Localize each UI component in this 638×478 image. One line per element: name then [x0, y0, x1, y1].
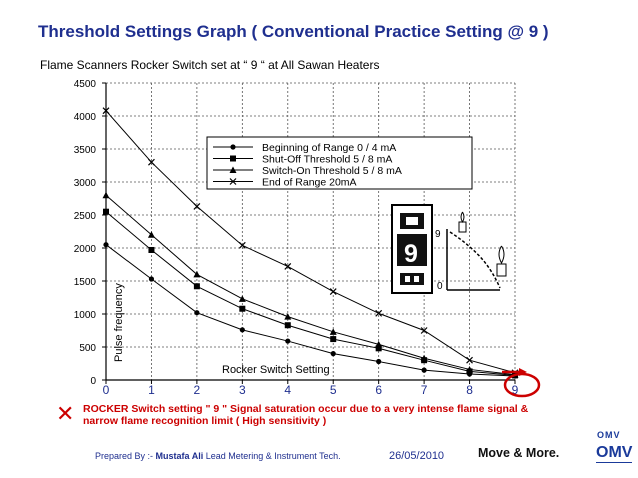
- y-tick-label: 0: [90, 376, 96, 387]
- data-point: [239, 306, 245, 312]
- scale-wedge-illustration: [435, 212, 506, 292]
- footer-author: Mustafa Ali: [155, 451, 204, 461]
- data-point: [330, 336, 336, 342]
- y-tick-label: 2500: [73, 211, 96, 222]
- x-tick-label: 6: [375, 383, 383, 397]
- footer-role: Lead Metering & Instrument Tech.: [205, 451, 341, 461]
- y-tick-label: 4000: [73, 112, 96, 123]
- legend-marker: [230, 144, 235, 149]
- switch-digit: 9: [404, 240, 418, 268]
- data-point: [330, 289, 336, 295]
- data-point: [194, 310, 199, 315]
- y-tick-label: 4500: [73, 79, 96, 90]
- omv-logo-mark: OMV: [597, 430, 621, 440]
- page-subtitle: Flame Scanners Rocker Switch set at “ 9 “ at All Sawan Heaters: [40, 58, 380, 72]
- x-tick-label: 7: [420, 383, 428, 397]
- data-point: [422, 368, 427, 373]
- legend-label: Shut-Off Threshold 5 / 8 mA: [262, 153, 393, 166]
- x-tick-label: 2: [193, 383, 201, 397]
- y-tick-label: 3500: [73, 145, 96, 156]
- x-tick-label: 9: [511, 383, 519, 397]
- data-point: [149, 276, 154, 281]
- data-point: [331, 351, 336, 356]
- legend-label: Beginning of Range 0 / 4 mA: [262, 142, 397, 154]
- scanner-large-icon: [497, 246, 506, 276]
- x-axis-label: Rocker Switch Setting: [222, 364, 330, 376]
- footer-date: 26/05/2010: [389, 450, 445, 462]
- y-tick-label: 1000: [73, 310, 96, 321]
- footer-credit: [95, 451, 341, 461]
- legend-label: Switch-On Threshold 5 / 8 mA: [262, 165, 402, 177]
- legend: [207, 137, 472, 189]
- y-tick-label: 3000: [73, 178, 96, 189]
- setting-9-highlight: [502, 368, 539, 396]
- data-point: [240, 327, 245, 332]
- saturation-note: ROCKER Switch setting " 9 " Signal saturation occur due to a very intense flame signal & narrow flame recognition limit ( High sensitivity ): [83, 403, 529, 427]
- scale-bottom-label: 0: [437, 281, 443, 292]
- x-tick-labels: [103, 383, 519, 397]
- data-point: [376, 359, 381, 364]
- setting-9-circle: [505, 374, 539, 396]
- x-tick-label: 4: [284, 383, 292, 397]
- chart-grid: [106, 83, 515, 380]
- chart-axes: [102, 83, 515, 384]
- x-tick-label: 8: [466, 383, 473, 397]
- data-point: [194, 283, 200, 289]
- rocker-switch-illustration: [392, 205, 432, 293]
- series-line: [106, 212, 515, 376]
- scanner-small-icon: [459, 212, 466, 232]
- data-point: [285, 338, 290, 343]
- footer-prepared-prefix: Prepared By :-: [95, 451, 154, 461]
- page-title: Threshold Settings Graph ( Conventional Practice Setting @ 9 ): [38, 22, 549, 41]
- legend-marker: [230, 156, 236, 162]
- x-tick-label: 3: [238, 383, 246, 397]
- y-tick-label: 2000: [73, 244, 96, 255]
- x-tick-label: 0: [102, 383, 110, 397]
- data-point: [467, 357, 473, 363]
- y-axis-label: Pulse frequency: [113, 283, 125, 362]
- y-tick-labels: [74, 79, 97, 387]
- data-point: [285, 322, 291, 328]
- x-tick-label: 5: [329, 383, 337, 397]
- y-tick-label: 1500: [73, 277, 96, 288]
- legend-label: End of Range 20mA: [262, 176, 357, 189]
- y-tick-label: 500: [79, 343, 96, 354]
- data-point: [148, 247, 154, 253]
- x-tick-label: 1: [148, 383, 155, 397]
- scale-top-label: 9: [435, 229, 441, 240]
- data-point: [330, 328, 337, 335]
- series-line: [106, 245, 515, 376]
- company-slogan: Move & More.: [478, 446, 560, 460]
- omv-logo-text: OMV: [596, 444, 633, 461]
- close-icon: ✕: [56, 401, 75, 426]
- data-point: [239, 295, 246, 302]
